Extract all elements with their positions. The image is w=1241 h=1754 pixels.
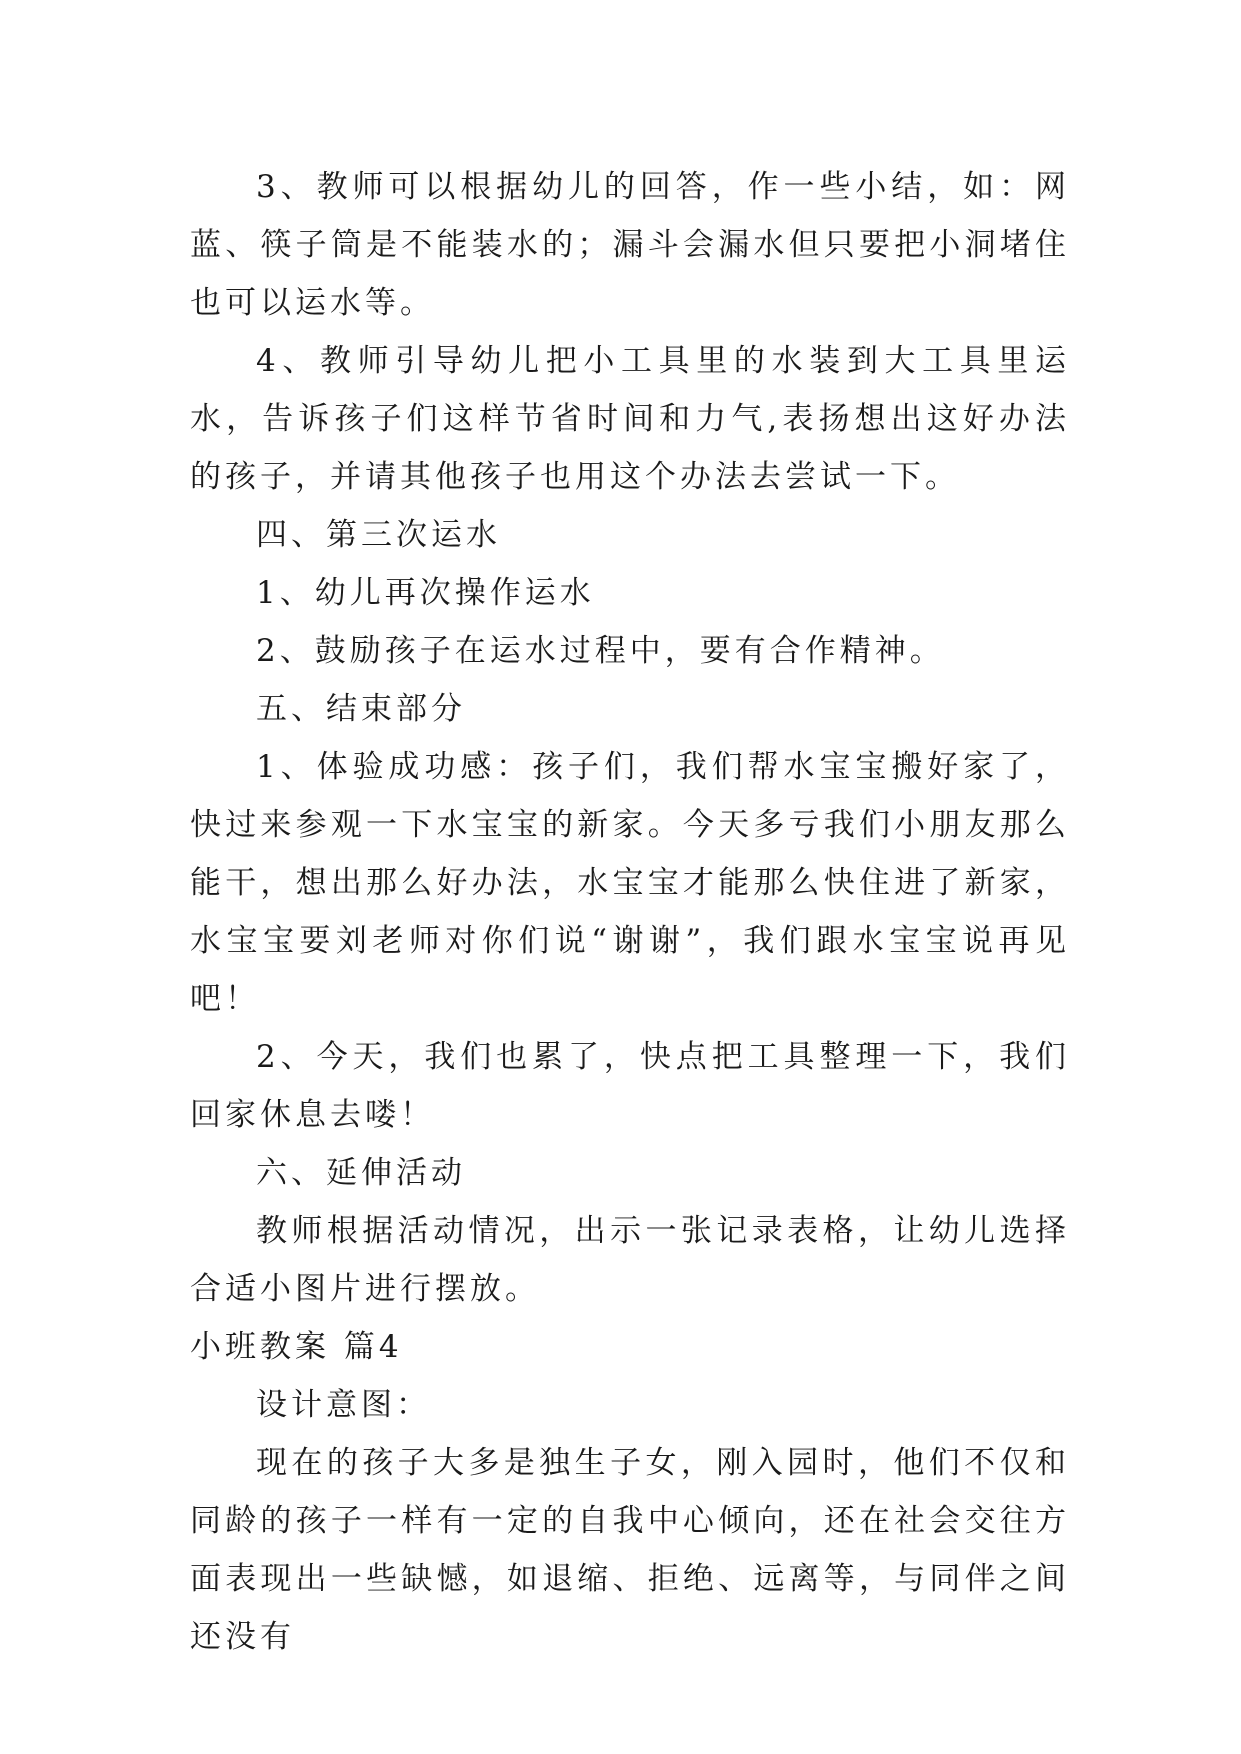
section-heading: 六、延伸活动 [256, 1155, 466, 1191]
paragraph: 现在的孩子大多是独生子女，刚入园时，他们不仅和同龄的孩子一样有一定的自我中心倾向，还在社会交往方面表现出一些缺憾，如退缩、拒绝、远离等，与同伴之间还没有 [190, 1445, 1070, 1655]
paragraph: 2、鼓励孩子在运水过程中，要有合作精神。 [256, 633, 945, 669]
section-heading: 设计意图： [256, 1387, 431, 1423]
document-body [190, 158, 1070, 1666]
paragraph: 1、体验成功感：孩子们，我们帮水宝宝搬好家了，快过来参观一下水宝宝的新家。今天多亏我们小朋友那么能干，想出那么好办法，水宝宝才能那么快住进了新家，水宝宝要刘老师对你们说“谢谢”，我们跟水宝宝说再见吧！ [190, 749, 1070, 1017]
paragraph: 1、幼儿再次操作运水 [256, 575, 595, 611]
paragraph: 3、教师可以根据幼儿的回答，作一些小结，如：网蓝、筷子筒是不能装水的；漏斗会漏水但只要把小洞堵住也可以运水等。 [190, 169, 1070, 321]
lesson-title: 小班教案 篇4 [190, 1329, 403, 1365]
paragraph: 4、教师引导幼儿把小工具里的水装到大工具里运水，告诉孩子们这样节省时间和力气,表扬想出这好办法的孩子，并请其他孩子也用这个办法去尝试一下。 [190, 343, 1070, 495]
section-heading: 五、结束部分 [256, 691, 466, 727]
section-heading: 四、第三次运水 [256, 517, 501, 553]
paragraph: 2、今天，我们也累了，快点把工具整理一下，我们回家休息去喽！ [190, 1039, 1070, 1133]
paragraph: 教师根据活动情况，出示一张记录表格，让幼儿选择合适小图片进行摆放。 [190, 1213, 1070, 1307]
